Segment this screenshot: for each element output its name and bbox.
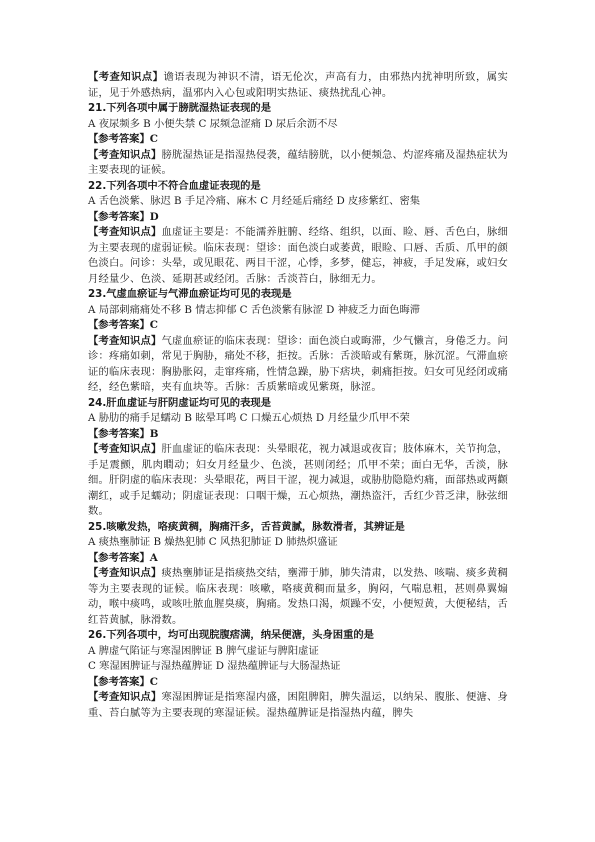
knowledge-point [88,334,508,396]
question-title: 26.下列各项中，均可出现脘腹痞满，纳呆便溏，头身困重的是 [88,629,374,641]
answer-label: 【参考答案】 [88,133,150,145]
question-title: 21.下列各项中属于膀胱湿热证表现的是 [88,102,271,114]
answer-value: C [149,319,158,331]
knowledge-text: 膀胱湿热证是指湿热侵袭，蕴结膀胱，以小便频急、灼涩疼痛及湿热症状为主要表现的证候。 [88,148,508,176]
question-options: A 局部刺痛痛处不移 B 情志抑郁 C 舌色淡紫有脉涩 D 神疲乏力面色晦滞 [88,303,421,316]
question-title: 24.肝血虚证与肝阴虚证均可见的表现是 [88,396,271,409]
question-options: A 舌色淡紫、脉迟 B 手足冷痛、麻木 C 月经延后痛经 D 皮疹紫红、密集 [88,195,421,207]
answer-label: 【参考答案】 [88,319,150,331]
knowledge-point [88,225,508,287]
answer-label: 【参考答案】 [88,675,150,688]
answer-value: C [149,675,158,688]
knowledge-point [88,690,508,721]
knowledge-label: 【考查知识点】 [88,567,162,579]
question-title: 25.咳嗽发热，咯痰黄稠，胸痛汗多，舌苔黄腻，脉数滑者，其辨证是 [88,520,405,533]
answer-line [88,132,508,148]
answer-label: 【参考答案】 [88,427,150,440]
answer-value: D [149,210,159,223]
question-options: A 胁肋的痛手足蠕动 B 眩晕耳鸣 C 口燥五心烦热 D 月经量少爪甲不荣 [88,412,410,424]
intro-knowledge-point [88,70,508,101]
knowledge-text: 气虚血瘀证的临床表现：望诊：面色淡白或晦滞，少气懒言，身倦乏力。问诊：疼痛如刺，常见于胸胁，痛处不移，拒按。舌脉：舌淡暗或有紫斑，脉沉涩。气滞血瘀证的临床表现：胸胁胀闷，走窜疼痛，性情急躁，胁下痞块，刺痛拒按。妇女可见经闭或痛经，经色紫暗，夹有血块等。舌脉：舌质紫暗或见紫斑，脉涩。 [88,334,508,393]
answer-value: A [149,551,158,564]
answer-label: 【参考答案】 [88,210,150,223]
knowledge-label: 【考查知识点】 [88,71,164,83]
answer-line [88,427,508,443]
answer-label: 【参考答案】 [88,551,150,564]
knowledge-point [88,442,508,520]
knowledge-label: 【考查知识点】 [88,691,162,703]
knowledge-label: 【考查知识点】 [88,148,162,161]
answer-line [88,551,508,567]
question-options: C 寒湿困脾证与湿热蕴脾证 D 湿热蕴脾证与大肠湿热证 [88,660,341,672]
document-page [88,70,508,721]
answer-line [88,675,508,691]
question-options: A 痰热壅肺证 B 燥热犯肺 C 风热犯肺证 D 肺热炽盛证 [88,536,338,548]
knowledge-point [88,148,508,179]
question-title: 23.气虚血瘀证与气滞血瘀证均可见的表现是 [88,288,292,300]
answer-value: B [149,427,159,440]
knowledge-text: 谵语表现为神识不清，语无伦次，声高有力，由邪热内扰神明所致，属实证，见于外感热病，温邪内入心包或阳明实热证、痰热扰乱心神。 [88,71,508,99]
question-title: 22.下列各项中不符合血虚证表现的是 [88,179,261,192]
question-options: A 脾虚气陷证与寒湿困脾证 B 脾气虚证与脾阳虚证 [88,644,319,657]
answer-value: C [149,133,158,145]
answer-line [88,318,508,334]
knowledge-text: 寒湿困脾证是指寒湿内盛，困阻脾阳，脾失温运，以纳呆、腹胀、便溏、身重、苔白腻等为主要表现的寒湿证候。湿热蕴脾证是指湿热内蕴，脾失 [88,691,508,719]
knowledge-point [88,566,508,628]
question-options: A 夜尿频多 B 小便失禁 C 尿频急涩痛 D 尿后余沥不尽 [88,117,338,130]
knowledge-label: 【考查知识点】 [88,226,162,238]
knowledge-text: 血虚证主要是：不能濡养脏腑、经络、组织，以面、睑、唇、舌色白，脉细为主要表现的虚弱证候。临床表现：望诊：面色淡白或萎黄，眼睑、口唇、舌质、爪甲的颜色淡白。问诊：头晕，或见眼花、两目干涩，心悸，多梦，健忘，神疲，手足发麻，或妇女月经量少、色淡、延期甚或经闭。舌脉：舌淡苔白，脉细无力。 [88,226,508,285]
knowledge-text: 痰热壅肺证是指痰热交结，壅滞于肺，肺失清肃，以发热、咳喘、痰多黄稠等为主要表现的证候。临床表现：咳嗽，咯痰黄稠而量多，胸闷，气喘息粗，甚则鼻翼煽动，喉中痰鸣，或咳吐脓血腥臭痰，胸痛。发热口渴，烦躁不安，小便短黄，大便秘结，舌红苔黄腻，脉滑数。 [88,567,508,626]
answer-line [88,210,508,226]
knowledge-text: 肝血虚证的临床表现：头晕眼花，视力减退或夜盲；肢体麻木，关节拘急，手足震颤，肌肉瞤动；妇女月经量少、色淡，甚则闭经；爪甲不荣；面白无华，舌淡，脉细。肝阴虚的临床表现：头晕眼花，两目干涩，视力减退，或胁肋隐隐灼痛，面部热或两颧潮红，或手足蠕动；阴虚证表现：口咽干燥，五心烦热，潮热盗汗，舌红少苔乏津，脉弦细数。 [88,443,508,517]
knowledge-label: 【考查知识点】 [88,443,162,455]
knowledge-label: 【考查知识点】 [88,334,162,347]
